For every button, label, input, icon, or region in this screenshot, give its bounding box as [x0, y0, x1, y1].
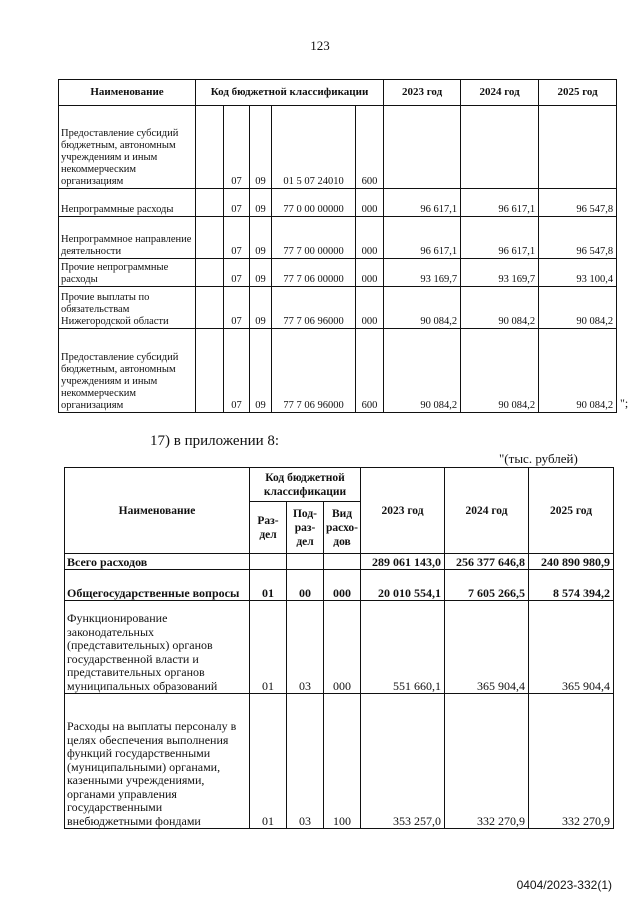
row-2024	[461, 106, 539, 189]
closing-quote-mark: ";	[620, 396, 629, 410]
table-row	[59, 259, 617, 287]
header-name: Наименование	[65, 468, 250, 554]
table-row	[59, 189, 617, 217]
row-target: 77 7 06 96000	[272, 287, 356, 329]
row-2025: 332 270,9	[529, 694, 614, 829]
row-vid: 000	[324, 570, 361, 601]
row-razdel: 07	[224, 259, 250, 287]
row-vid: 000	[356, 287, 384, 329]
row-vid: 600	[356, 329, 384, 413]
row-2024: 96 617,1	[461, 189, 539, 217]
row-2023	[384, 106, 461, 189]
row-podrazdel: 00	[287, 570, 324, 601]
table-row	[59, 217, 617, 259]
row-name: Прочие выплаты по обязательствам Нижегородской области	[59, 287, 196, 329]
header-vid: Вид расхо-дов	[324, 502, 361, 554]
row-podrazdel: 09	[250, 106, 272, 189]
row-target: 77 0 00 00000	[272, 189, 356, 217]
row-razdel: 01	[250, 570, 287, 601]
header-2023: 2023 год	[384, 80, 461, 106]
row-target: 01 5 07 24010	[272, 106, 356, 189]
table-row	[65, 601, 614, 694]
table-row	[59, 106, 617, 189]
row-2023: 90 084,2	[384, 287, 461, 329]
row-2025: 93 100,4	[539, 259, 617, 287]
row-2023: 90 084,2	[384, 329, 461, 413]
header-code: Код бюджетной классификации	[196, 80, 384, 106]
table-row	[59, 287, 617, 329]
row-2023: 93 169,7	[384, 259, 461, 287]
row-2025: 365 904,4	[529, 601, 614, 694]
row-2025: 90 084,2	[539, 287, 617, 329]
header-code: Код бюджетной классификации	[250, 468, 361, 502]
row-2025	[539, 106, 617, 189]
row-vid: 000	[324, 601, 361, 694]
row-vid: 000	[356, 217, 384, 259]
row-2024: 332 270,9	[445, 694, 529, 829]
row-vid: 000	[356, 259, 384, 287]
row-razdel: 07	[224, 217, 250, 259]
total-2025: 240 890 980,9	[529, 554, 614, 570]
total-2023: 289 061 143,0	[361, 554, 445, 570]
row-podrazdel: 09	[250, 189, 272, 217]
row-2023: 353 257,0	[361, 694, 445, 829]
row-2023: 96 617,1	[384, 217, 461, 259]
row-razdel: 01	[250, 694, 287, 829]
table-row	[65, 570, 614, 601]
row-vid: 000	[356, 189, 384, 217]
units-label: "(тыс. рублей)	[499, 451, 578, 466]
header-2025: 2025 год	[529, 468, 614, 554]
table-row	[59, 329, 617, 413]
row-podrazdel: 09	[250, 329, 272, 413]
header-2023: 2023 год	[361, 468, 445, 554]
row-name: Непрограммные расходы	[59, 189, 196, 217]
header-2024: 2024 год	[445, 468, 529, 554]
header-2024: 2024 год	[461, 80, 539, 106]
total-label: Всего расходов	[65, 554, 250, 570]
row-vid: 100	[324, 694, 361, 829]
row-2025: 8 574 394,2	[529, 570, 614, 601]
row-2025: 96 547,8	[539, 189, 617, 217]
row-2025: 96 547,8	[539, 217, 617, 259]
row-name: Расходы на выплаты персоналу в целях обеспечения выполнения функций государственными (муниципальными) органами, казенными учреждениями, органами управления государственными внебюджетными фондами	[65, 694, 250, 829]
header-2025: 2025 год	[539, 80, 617, 106]
row-target: 77 7 06 00000	[272, 259, 356, 287]
row-2024: 90 084,2	[461, 287, 539, 329]
row-razdel: 07	[224, 189, 250, 217]
row-name: Функционирование законодательных (представительных) органов государственной власти и представительных органов муниципальных образований	[65, 601, 250, 694]
row-target: 77 7 06 96000	[272, 329, 356, 413]
section-heading: 17) в приложении 8:	[150, 433, 280, 449]
total-row	[65, 554, 614, 570]
row-name: Непрограммное направление деятельности	[59, 217, 196, 259]
row-2023: 551 660,1	[361, 601, 445, 694]
header-podrazdel: Под-раз-дел	[287, 502, 324, 554]
row-2024: 93 169,7	[461, 259, 539, 287]
row-2023: 20 010 554,1	[361, 570, 445, 601]
row-podrazdel: 09	[250, 259, 272, 287]
row-target: 77 7 00 00000	[272, 217, 356, 259]
total-2024: 256 377 646,8	[445, 554, 529, 570]
row-podrazdel: 03	[287, 694, 324, 829]
row-name: Предоставление субсидий бюджетным, автономным учреждениям и иным некоммерческим организациям	[59, 329, 196, 413]
row-2025: 90 084,2	[539, 329, 617, 413]
row-vid: 600	[356, 106, 384, 189]
header-razdel: Раз-дел	[250, 502, 287, 554]
header-name: Наименование	[59, 80, 196, 106]
row-razdel: 07	[224, 329, 250, 413]
row-podrazdel: 03	[287, 601, 324, 694]
row-name: Прочие непрограммные расходы	[59, 259, 196, 287]
row-2023: 96 617,1	[384, 189, 461, 217]
row-2024: 90 084,2	[461, 329, 539, 413]
table-row	[65, 694, 614, 829]
appendix-8-table	[64, 467, 614, 829]
page-number: 123	[310, 38, 330, 53]
row-2024: 365 904,4	[445, 601, 529, 694]
row-name: Предоставление субсидий бюджетным, автономным учреждениям и иным некоммерческим организациям	[59, 106, 196, 189]
row-name: Общегосударственные вопросы	[65, 570, 250, 601]
document-code: 0404/2023-332(1)	[516, 878, 612, 892]
row-razdel: 01	[250, 601, 287, 694]
row-2024: 7 605 266,5	[445, 570, 529, 601]
budget-table-continued	[58, 79, 617, 413]
row-podrazdel: 09	[250, 217, 272, 259]
row-podrazdel: 09	[250, 287, 272, 329]
row-2024: 96 617,1	[461, 217, 539, 259]
row-razdel: 07	[224, 287, 250, 329]
row-razdel: 07	[224, 106, 250, 189]
